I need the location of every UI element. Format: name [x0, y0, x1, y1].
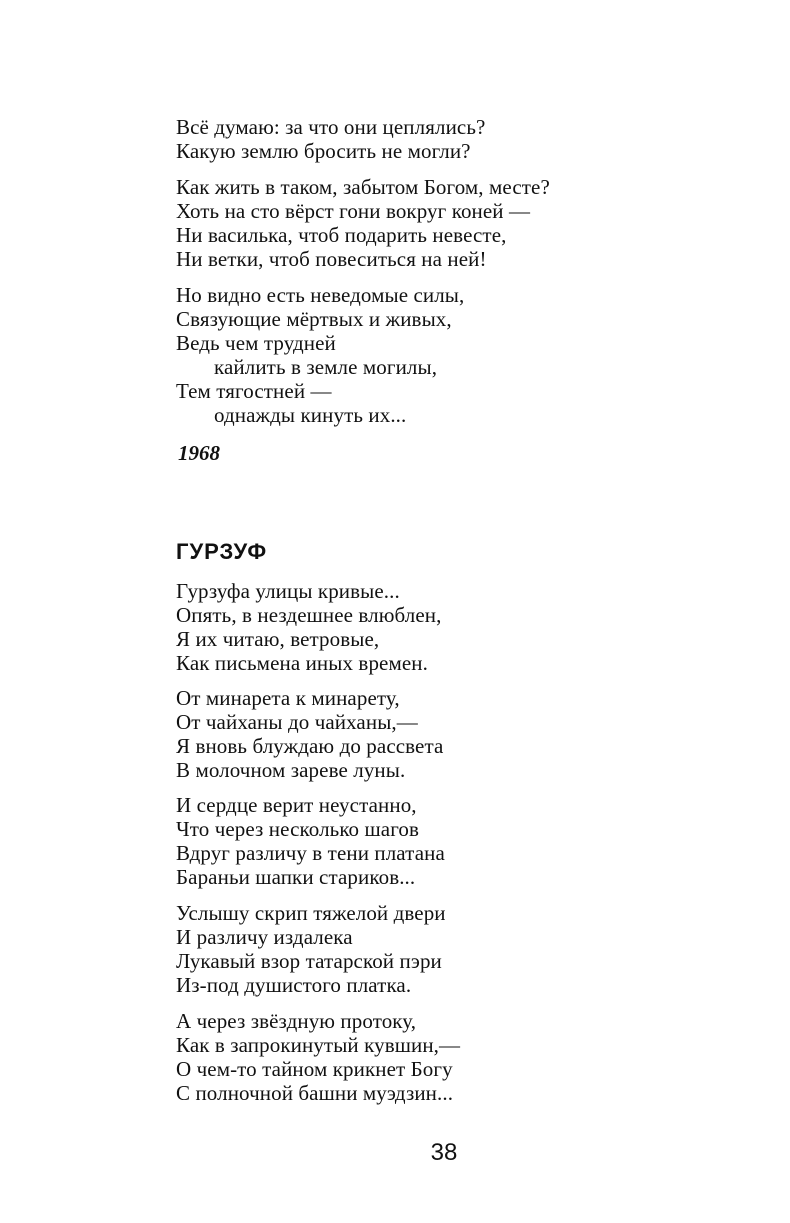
verse-line: Ведь чем трудней: [176, 331, 336, 355]
verse-line: Ни василька, чтоб подарить невесте,: [176, 223, 507, 247]
verse-line: Но видно есть неведомые силы,: [176, 283, 465, 307]
verse-line: От минарета к минарету,: [176, 686, 400, 710]
gurzuf-stanza-4: [176, 901, 736, 997]
verse-line: И сердце верит неустанно,: [176, 793, 417, 817]
verse-line: Как жить в таком, забытом Богом, месте?: [176, 175, 550, 199]
verse-line: От чайханы до чайханы,—: [176, 710, 418, 734]
verse-line: Всё думаю: за что они цеплялись?: [176, 115, 486, 139]
verse-line: Лукавый взор татарской пэри: [176, 949, 442, 973]
verse-line: Хоть на сто вёрст гони вокруг коней —: [176, 199, 531, 223]
page-number: 38: [430, 1139, 458, 1166]
poem-ending-stanza-3: [176, 283, 736, 427]
verse-line: Я вновь блуждаю до рассвета: [176, 734, 444, 758]
verse-line: Услышу скрип тяжелой двери: [176, 901, 446, 925]
verse-line: И различу издалека: [176, 925, 353, 949]
verse-line: Бараньи шапки стариков...: [176, 865, 416, 889]
verse-line: Опять, в нездешнее влюблен,: [176, 603, 442, 627]
gurzuf-stanza-5: [176, 1009, 736, 1105]
verse-line: Из-под душистого платка.: [176, 973, 412, 997]
verse-line: Вдруг различу в тени платана: [176, 841, 445, 865]
verse-line-indented: кайлить в земле могилы,: [214, 355, 438, 379]
gurzuf-stanza-3: [176, 793, 736, 889]
verse-line-indented: однажды кинуть их...: [214, 403, 407, 427]
gurzuf-stanza-2: [176, 686, 736, 782]
poem-ending-stanza-2: [176, 175, 736, 271]
verse-line: Я их читаю, ветровые,: [176, 627, 380, 651]
gurzuf-stanza-1: [176, 579, 736, 675]
verse-line: В молочном зареве луны.: [176, 758, 406, 782]
verse-line: Какую землю бросить не могли?: [176, 139, 471, 163]
verse-line: Тем тягостней —: [176, 379, 332, 403]
verse-line: Как в запрокинутый кувшин,—: [176, 1033, 461, 1057]
verse-line: С полночной башни муэдзин...: [176, 1081, 454, 1105]
verse-line: Связующие мёртвых и живых,: [176, 307, 452, 331]
verse-line: Что через несколько шагов: [176, 817, 420, 841]
verse-line: Гурзуфа улицы кривые...: [176, 579, 400, 603]
verse-line: А через звёздную протоку,: [176, 1009, 417, 1033]
verse-line: О чем-то тайном крикнет Богу: [176, 1057, 453, 1081]
poem-year: 1968: [178, 441, 220, 465]
verse-line: Как письмена иных времен.: [176, 651, 428, 675]
verse-line: Ни ветки, чтоб повеситься на ней!: [176, 247, 487, 271]
poem-ending-stanza-1: [176, 115, 736, 163]
poem-title: ГУРЗУФ: [176, 539, 268, 564]
